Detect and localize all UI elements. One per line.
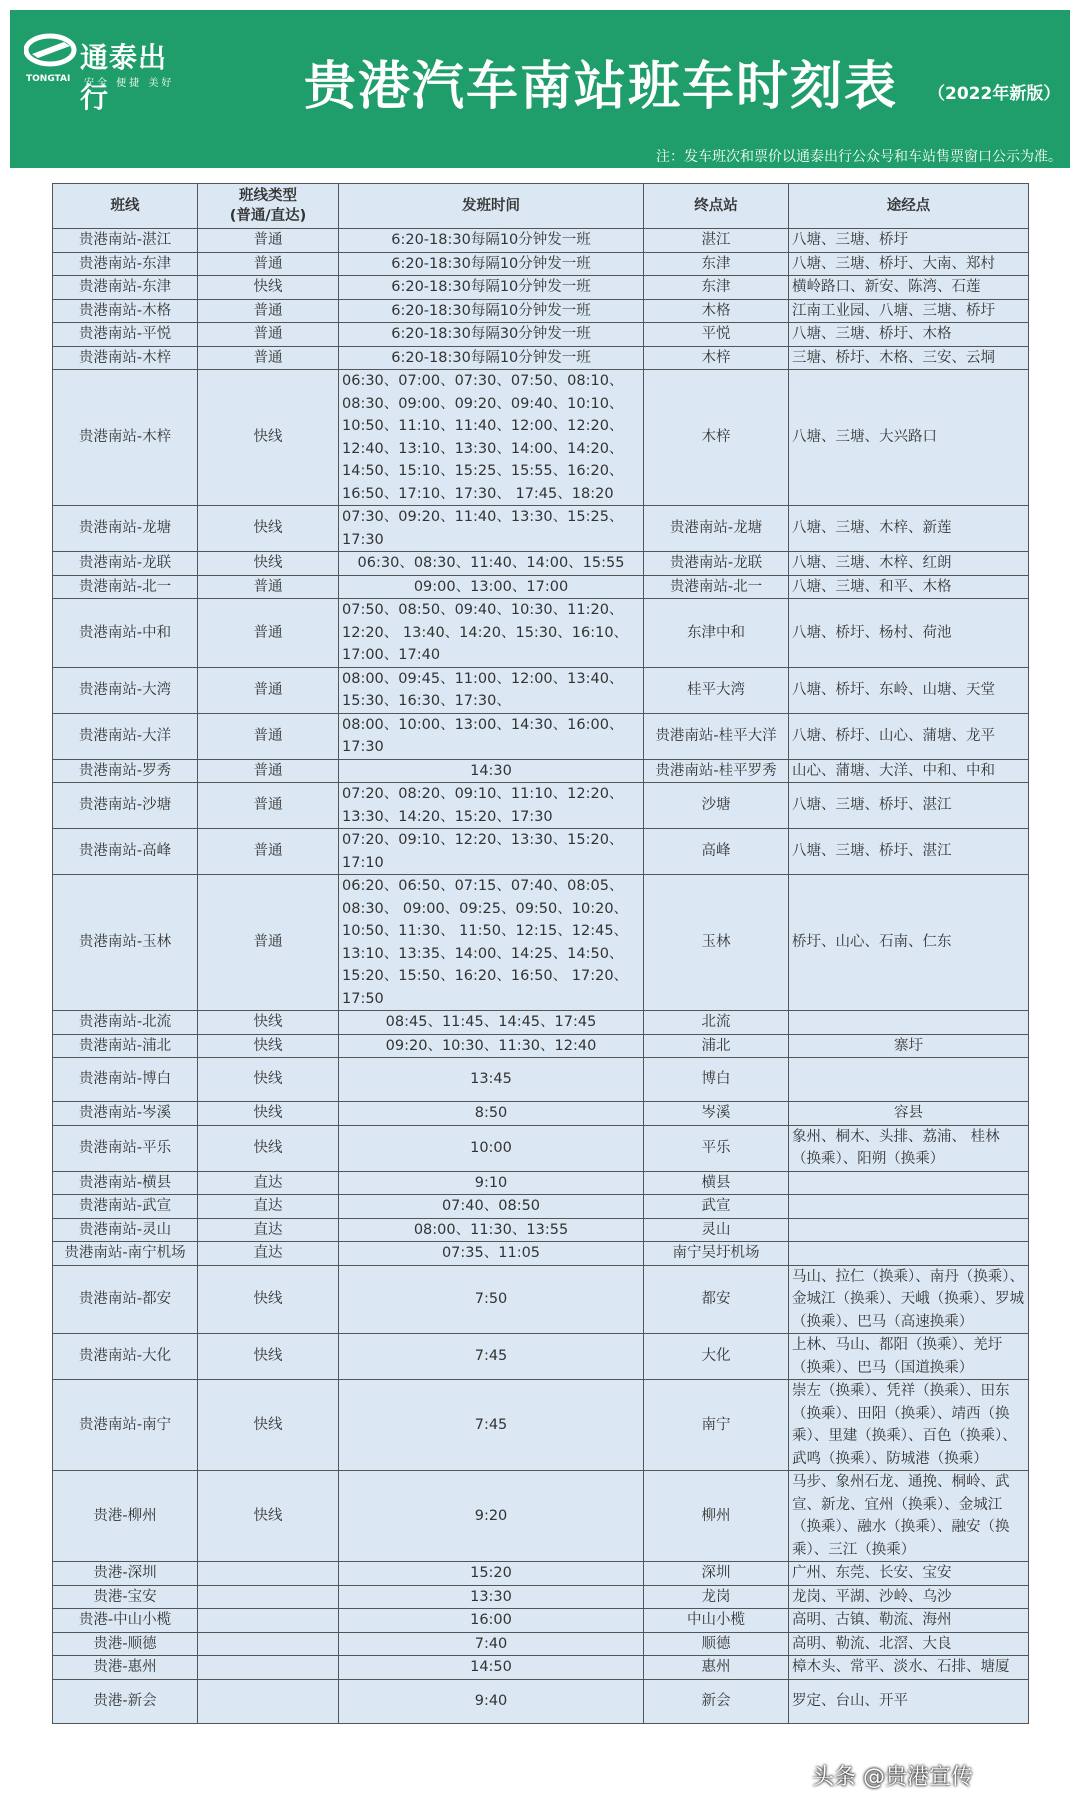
page-title: 贵港汽车南站班车时刻表: [304, 57, 899, 117]
route-cell: 贵港南站-玉林: [53, 875, 198, 1011]
route-cell: 贵港南站-东津: [53, 252, 198, 276]
col-header-via: 途经点: [789, 184, 1029, 229]
departure-times-cell: 06:20、06:50、07:15、07:40、08:05、 08:30、 09:00、09:25、09:50、10:20、 10:50、11:30、 11:50、12:15、12:45、 13:10、13:35、14:00、14:25、14:50、 15:20、15:50、16:20、16:50、 17:20、 17:50: [339, 875, 644, 1011]
logo-en-text: TONGTAI: [26, 74, 71, 84]
route-type-cell: 快线: [198, 1380, 339, 1471]
via-stops-cell: 八塘、桥圩、山心、蒲塘、龙平: [789, 713, 1029, 759]
route-type-cell: [198, 1632, 339, 1656]
route-cell: 贵港南站-龙联: [53, 552, 198, 576]
route-type-cell: 快线: [198, 1265, 339, 1334]
logo-slogan: 安全 便捷 美好: [84, 78, 175, 89]
destination-cell: 贵港南站-桂平罗秀: [644, 759, 789, 783]
table-row: [53, 323, 1029, 347]
via-stops-cell: 马山、拉仁（换乘）、南丹（换乘）、金城江（换乘）、天峨（换乘）、罗城（换乘）、巴马（高速换乘）: [789, 1265, 1029, 1334]
destination-cell: 木梓: [644, 346, 789, 370]
via-stops-cell: [789, 1242, 1029, 1266]
via-stops-cell: 八塘、三塘、桥圩、湛江: [789, 829, 1029, 875]
route-cell: 贵港南站-都安: [53, 1265, 198, 1334]
route-type-cell: 快线: [198, 1011, 339, 1035]
via-stops-cell: 广州、东莞、长安、宝安: [789, 1562, 1029, 1586]
destination-cell: 木格: [644, 299, 789, 323]
departure-times-cell: 08:45、11:45、14:45、17:45: [339, 1011, 644, 1035]
route-type-cell: 快线: [198, 1471, 339, 1562]
via-stops-cell: 樟木头、常平、淡水、石排、塘厦: [789, 1656, 1029, 1680]
route-type-cell: 普通: [198, 252, 339, 276]
destination-cell: 玉林: [644, 875, 789, 1011]
destination-cell: 高峰: [644, 829, 789, 875]
departure-times-cell: 08:00、10:00、13:00、14:30、16:00、 17:30: [339, 713, 644, 759]
destination-cell: 岑溪: [644, 1102, 789, 1126]
table-row: [53, 1058, 1029, 1102]
departure-times-cell: 07:20、08:20、09:10、11:10、12:20、 13:30、14:20、15:20、17:30: [339, 783, 644, 829]
route-cell: 贵港南站-大湾: [53, 667, 198, 713]
departure-times-cell: 7:40: [339, 1632, 644, 1656]
route-type-cell: 普通: [198, 575, 339, 599]
table-row: [53, 252, 1029, 276]
route-cell: 贵港南站-龙塘: [53, 506, 198, 552]
via-stops-cell: 崇左（换乘）、凭祥（换乘）、田东（换乘）、田阳（换乘）、靖西（换乘）、里建（换乘）、百色（换乘）、武鸣（换乘）、防城港（换乘）: [789, 1380, 1029, 1471]
destination-cell: 贵港南站-龙塘: [644, 506, 789, 552]
col-header-destination: 终点站: [644, 184, 789, 229]
departure-times-cell: 06:30、07:00、07:30、07:50、08:10、 08:30、09:00、09:20、09:40、10:10、 10:50、11:10、11:40、12:00、12:20、 12:40、13:10、13:30、14:00、14:20、 14:50、15:10、15:25、15:55、16:20、 16:50、17:10、17:30、 17:45、18:20: [339, 370, 644, 506]
destination-cell: 平乐: [644, 1125, 789, 1171]
table-row: [53, 599, 1029, 668]
route-cell: 贵港南站-北一: [53, 575, 198, 599]
route-type-cell: 普通: [198, 323, 339, 347]
departure-times-cell: 07:50、08:50、09:40、10:30、11:20、 12:20、 13:40、14:20、15:30、16:10、 17:00、17:40: [339, 599, 644, 668]
table-row: [53, 783, 1029, 829]
departure-times-cell: 15:20: [339, 1562, 644, 1586]
departure-times-cell: 16:00: [339, 1609, 644, 1633]
route-type-cell: 普通: [198, 299, 339, 323]
via-stops-cell: 八塘、三塘、桥圩、大南、郑村: [789, 252, 1029, 276]
departure-times-cell: 14:50: [339, 1656, 644, 1680]
route-cell: 贵港-顺德: [53, 1632, 198, 1656]
departure-times-cell: 6:20-18:30每隔10分钟发一班: [339, 252, 644, 276]
table-row: [53, 1265, 1029, 1334]
route-cell: 贵港南站-横县: [53, 1171, 198, 1195]
departure-times-cell: 9:20: [339, 1471, 644, 1562]
table-row: [53, 1102, 1029, 1126]
departure-times-cell: 9:10: [339, 1171, 644, 1195]
route-type-cell: [198, 1679, 339, 1723]
departure-times-cell: 9:40: [339, 1679, 644, 1723]
col-header-line: 班线: [53, 184, 198, 229]
route-type-cell: 直达: [198, 1195, 339, 1219]
destination-cell: 横县: [644, 1171, 789, 1195]
table-row: [53, 1380, 1029, 1471]
route-type-cell: [198, 1609, 339, 1633]
destination-cell: 桂平大湾: [644, 667, 789, 713]
route-type-cell: 直达: [198, 1171, 339, 1195]
destination-cell: 柳州: [644, 1471, 789, 1562]
timetable-header-row: [53, 184, 1029, 229]
route-type-cell: 普通: [198, 346, 339, 370]
via-stops-cell: 山心、蒲塘、大洋、中和、中和: [789, 759, 1029, 783]
destination-cell: 大化: [644, 1334, 789, 1380]
destination-cell: 都安: [644, 1265, 789, 1334]
table-row: [53, 299, 1029, 323]
route-type-cell: [198, 1562, 339, 1586]
via-stops-cell: 罗定、台山、开平: [789, 1679, 1029, 1723]
route-cell: 贵港南站-平乐: [53, 1125, 198, 1171]
route-cell: 贵港南站-木梓: [53, 370, 198, 506]
destination-cell: 新会: [644, 1679, 789, 1723]
route-cell: 贵港南站-东津: [53, 276, 198, 300]
route-cell: 贵港-新会: [53, 1679, 198, 1723]
destination-cell: 贵港南站-桂平大洋: [644, 713, 789, 759]
timetable: [52, 183, 1029, 1724]
route-type-cell: 普通: [198, 783, 339, 829]
destination-cell: 湛江: [644, 229, 789, 253]
table-row: [53, 1171, 1029, 1195]
route-cell: 贵港-深圳: [53, 1562, 198, 1586]
via-stops-cell: 八塘、桥圩、杨村、荷池: [789, 599, 1029, 668]
departure-times-cell: 6:20-18:30每隔10分钟发一班: [339, 229, 644, 253]
departure-times-cell: 7:45: [339, 1334, 644, 1380]
destination-cell: 北流: [644, 1011, 789, 1035]
via-stops-cell: [789, 1218, 1029, 1242]
departure-times-cell: 6:20-18:30每隔10分钟发一班: [339, 346, 644, 370]
departure-times-cell: 7:50: [339, 1265, 644, 1334]
destination-cell: 沙塘: [644, 783, 789, 829]
logo-name: 通泰出行: [80, 41, 168, 114]
route-cell: 贵港南站-木梓: [53, 346, 198, 370]
route-cell: 贵港南站-南宁机场: [53, 1242, 198, 1266]
route-cell: 贵港南站-高峰: [53, 829, 198, 875]
table-row: [53, 829, 1029, 875]
route-type-cell: 普通: [198, 229, 339, 253]
route-type-cell: 普通: [198, 829, 339, 875]
route-cell: 贵港南站-大化: [53, 1334, 198, 1380]
departure-times-cell: 07:40、08:50: [339, 1195, 644, 1219]
destination-cell: 浦北: [644, 1034, 789, 1058]
departure-times-cell: 07:30、09:20、11:40、13:30、15:25、 17:30: [339, 506, 644, 552]
route-cell: 贵港南站-灵山: [53, 1218, 198, 1242]
destination-cell: 龙岗: [644, 1585, 789, 1609]
departure-times-cell: 6:20-18:30每隔30分钟发一班: [339, 323, 644, 347]
departure-times-cell: 8:50: [339, 1102, 644, 1126]
departure-times-cell: 08:00、09:45、11:00、12:00、13:40、 15:30、16:30、17:30、: [339, 667, 644, 713]
destination-cell: 惠州: [644, 1656, 789, 1680]
destination-cell: 南宁: [644, 1380, 789, 1471]
route-cell: 贵港南站-木格: [53, 299, 198, 323]
route-type-cell: 直达: [198, 1242, 339, 1266]
table-row: [53, 276, 1029, 300]
via-stops-cell: 龙岗、平湖、沙岭、乌沙: [789, 1585, 1029, 1609]
destination-cell: 顺德: [644, 1632, 789, 1656]
departure-times-cell: 10:00: [339, 1125, 644, 1171]
route-type-cell: 快线: [198, 1034, 339, 1058]
route-cell: 贵港南站-浦北: [53, 1034, 198, 1058]
via-stops-cell: 八塘、三塘、木梓、新莲: [789, 506, 1029, 552]
departure-times-cell: 6:20-18:30每隔10分钟发一班: [339, 276, 644, 300]
table-row: [53, 1585, 1029, 1609]
destination-cell: 武宣: [644, 1195, 789, 1219]
table-row: [53, 1656, 1029, 1680]
table-row: [53, 1609, 1029, 1633]
header-note: 注：发车班次和票价以通泰出行公众号和车站售票窗口公示为准。: [656, 149, 1062, 165]
table-row: [53, 1195, 1029, 1219]
route-cell: 贵港南站-南宁: [53, 1380, 198, 1471]
table-row: [53, 346, 1029, 370]
via-stops-cell: [789, 1195, 1029, 1219]
via-stops-cell: 八塘、三塘、和平、木格: [789, 575, 1029, 599]
via-stops-cell: 江南工业园、八塘、三塘、桥圩: [789, 299, 1029, 323]
route-type-cell: 快线: [198, 1102, 339, 1126]
table-row: [53, 229, 1029, 253]
table-row: [53, 1334, 1029, 1380]
destination-cell: 博白: [644, 1058, 789, 1102]
via-stops-cell: 高明、勒流、北滘、大良: [789, 1632, 1029, 1656]
table-row: [53, 506, 1029, 552]
table-row: [53, 667, 1029, 713]
page-subtitle: （2022年新版）: [928, 84, 1061, 104]
via-stops-cell: 上林、马山、都阳（换乘）、羌圩（换乘）、巴马（国道换乘）: [789, 1334, 1029, 1380]
table-row: [53, 1562, 1029, 1586]
via-stops-cell: [789, 1058, 1029, 1102]
route-type-cell: 快线: [198, 506, 339, 552]
route-type-cell: 快线: [198, 370, 339, 506]
departure-times-cell: 09:00、13:00、17:00: [339, 575, 644, 599]
table-row: [53, 713, 1029, 759]
route-type-cell: 快线: [198, 1334, 339, 1380]
via-stops-cell: 桥圩、山心、石南、仁东: [789, 875, 1029, 1011]
destination-cell: 灵山: [644, 1218, 789, 1242]
route-type-cell: 普通: [198, 667, 339, 713]
table-row: [53, 552, 1029, 576]
table-row: [53, 1632, 1029, 1656]
destination-cell: 木梓: [644, 370, 789, 506]
table-row: [53, 1125, 1029, 1171]
departure-times-cell: 6:20-18:30每隔10分钟发一班: [339, 299, 644, 323]
route-cell: 贵港南站-沙塘: [53, 783, 198, 829]
route-type-cell: [198, 1585, 339, 1609]
via-stops-cell: 八塘、三塘、桥圩、湛江: [789, 783, 1029, 829]
col-header-times: 发班时间: [339, 184, 644, 229]
via-stops-cell: 高明、古镇、勒流、海州: [789, 1609, 1029, 1633]
route-type-cell: 普通: [198, 759, 339, 783]
via-stops-cell: 三塘、桥圩、木格、三安、云垌: [789, 346, 1029, 370]
route-type-cell: 快线: [198, 552, 339, 576]
destination-cell: 贵港南站-龙联: [644, 552, 789, 576]
route-cell: 贵港-柳州: [53, 1471, 198, 1562]
route-cell: 贵港-中山小榄: [53, 1609, 198, 1633]
departure-times-cell: 14:30: [339, 759, 644, 783]
via-stops-cell: 象州、桐木、头排、荔浦、 桂林 （换乘）、阳朔（换乘）: [789, 1125, 1029, 1171]
via-stops-cell: [789, 1171, 1029, 1195]
via-stops-cell: 横岭路口、新安、陈湾、石莲: [789, 276, 1029, 300]
via-stops-cell: 八塘、三塘、木梓、红朗: [789, 552, 1029, 576]
departure-times-cell: 06:30、08:30、11:40、14:00、15:55: [339, 552, 644, 576]
destination-cell: 贵港南站-北一: [644, 575, 789, 599]
brand-logo: [24, 32, 194, 114]
col-header-type: 班线类型 (普通/直达): [198, 184, 339, 229]
table-row: [53, 1242, 1029, 1266]
logo-mark-icon: [24, 32, 80, 72]
route-type-cell: [198, 1656, 339, 1680]
watermark: 头条 @贵港宣传: [812, 1765, 973, 1790]
destination-cell: 南宁吴圩机场: [644, 1242, 789, 1266]
via-stops-cell: 寨圩: [789, 1034, 1029, 1058]
via-stops-cell: [789, 1011, 1029, 1035]
route-type-cell: 快线: [198, 276, 339, 300]
route-cell: 贵港-惠州: [53, 1656, 198, 1680]
via-stops-cell: 容县: [789, 1102, 1029, 1126]
departure-times-cell: 08:00、11:30、13:55: [339, 1218, 644, 1242]
destination-cell: 东津: [644, 276, 789, 300]
via-stops-cell: 八塘、三塘、桥圩: [789, 229, 1029, 253]
via-stops-cell: 八塘、桥圩、东岭、山塘、天堂: [789, 667, 1029, 713]
route-cell: 贵港南站-中和: [53, 599, 198, 668]
table-row: [53, 1679, 1029, 1723]
via-stops-cell: 八塘、三塘、大兴路口: [789, 370, 1029, 506]
route-cell: 贵港南站-博白: [53, 1058, 198, 1102]
table-row: [53, 1011, 1029, 1035]
route-cell: 贵港南站-大洋: [53, 713, 198, 759]
destination-cell: 东津: [644, 252, 789, 276]
via-stops-cell: 八塘、三塘、桥圩、木格: [789, 323, 1029, 347]
route-type-cell: 普通: [198, 713, 339, 759]
via-stops-cell: 马步、象州石龙、通挽、桐岭、武宣、新龙、宜州（换乘）、金城江（换乘）、融水（换乘）、融安（换乘）、三江（换乘）: [789, 1471, 1029, 1562]
route-type-cell: 普通: [198, 599, 339, 668]
table-row: [53, 1034, 1029, 1058]
route-cell: 贵港南站-武宣: [53, 1195, 198, 1219]
table-row: [53, 1218, 1029, 1242]
departure-times-cell: 07:20、09:10、12:20、13:30、15:20、 17:10: [339, 829, 644, 875]
departure-times-cell: 09:20、10:30、11:30、12:40: [339, 1034, 644, 1058]
table-row: [53, 370, 1029, 506]
route-cell: 贵港南站-湛江: [53, 229, 198, 253]
departure-times-cell: 13:45: [339, 1058, 644, 1102]
header-banner: [10, 10, 1070, 168]
route-type-cell: 快线: [198, 1058, 339, 1102]
route-cell: 贵港南站-罗秀: [53, 759, 198, 783]
route-cell: 贵港南站-北流: [53, 1011, 198, 1035]
departure-times-cell: 07:35、11:05: [339, 1242, 644, 1266]
table-row: [53, 875, 1029, 1011]
destination-cell: 深圳: [644, 1562, 789, 1586]
departure-times-cell: 7:45: [339, 1380, 644, 1471]
route-type-cell: 普通: [198, 875, 339, 1011]
route-cell: 贵港南站-平悦: [53, 323, 198, 347]
destination-cell: 东津中和: [644, 599, 789, 668]
route-type-cell: 直达: [198, 1218, 339, 1242]
route-cell: 贵港-宝安: [53, 1585, 198, 1609]
table-row: [53, 759, 1029, 783]
destination-cell: 中山小榄: [644, 1609, 789, 1633]
route-type-cell: 快线: [198, 1125, 339, 1171]
table-row: [53, 1471, 1029, 1562]
route-cell: 贵港南站-岑溪: [53, 1102, 198, 1126]
destination-cell: 平悦: [644, 323, 789, 347]
table-row: [53, 575, 1029, 599]
departure-times-cell: 13:30: [339, 1585, 644, 1609]
